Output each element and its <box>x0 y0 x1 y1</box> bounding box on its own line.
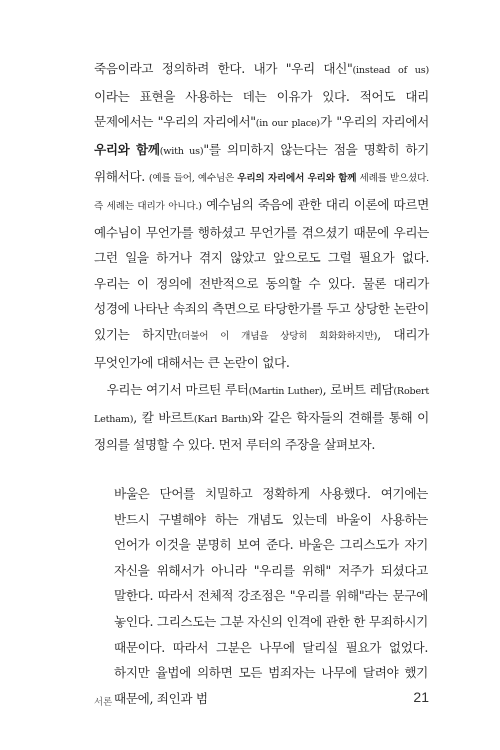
text-run: "를 의미하지 않는다는 점을 명확히 하기 위해서다. <box>94 141 429 185</box>
page-number: 21 <box>413 689 429 705</box>
running-head: 서론 <box>94 697 113 708</box>
text-run: , 칼 바르트 <box>133 409 194 425</box>
aside-emphasis: 우리의 자리에서 우리와 함께 <box>237 173 357 185</box>
text-run: 이라는 표현을 사용하는 데는 이유가 있다. 적어도 대리 문제에서는 "우리의 자리에서" <box>94 88 429 130</box>
paragraph-scholars <box>94 377 429 458</box>
text-run: , 대리가 무엇인가에 대해서는 큰 논란이 없다. <box>94 326 429 370</box>
text-run: 예수님의 죽음에 관한 대리 이론에 따르면 예수님이 무언가를 행하셨고 무언가를 겪으셨기 때문에 우리는 그런 일을 하거나 겪지 않았고 앞으로도 그럴 필요가 없다. 우리는 이 정의에 전반적으로 동의할 수 있다. 물론 대리가 성경에 나타난 속죄의 측면으로 타당한가를 두고 상당한 논란이 있기는 하지만 <box>94 196 429 342</box>
main-text <box>94 56 429 458</box>
quote-text: 바울은 단어를 치밀하고 정확하게 사용했다. 여기에는 반드시 구별해야 하는 개념도 있는데 바울이 사용하는 언어가 이것을 분명히 보여 준다. 바울은 그리스도가 자기 자신을 위해서가 아니라 "우리를 위해" 저주가 되셨다고 말한다. 따라서 전체적 강조점은 "우리를 위해"라는 문구에 놓인다. 그리스도는 그분 자신의 인격에 관한 한 무죄하시기 때문이다. 따라서 그분은 나무에 달리실 필요가 없었다. 하지만 율법에 의하면 모든 범죄자는 나무에 달려야 했기 때문에, 죄인과 범 <box>114 486 428 706</box>
text-run: 우리는 여기서 마르틴 루터 <box>106 382 249 398</box>
english-gloss: (instead of us) <box>352 65 429 76</box>
paragraph-definition <box>94 56 429 375</box>
aside-text: (예를 들어, 예수님은 <box>148 173 238 185</box>
aside-text: (더불어 이 개념을 상당히 희화화하지만) <box>177 330 378 342</box>
english-gloss: (in our place) <box>255 118 320 130</box>
english-gloss: (Robert Letham) <box>94 386 429 425</box>
emphasis: 우리와 함께 <box>94 141 160 157</box>
aside-text: 세례를 받으셨다. 즉 세례는 대리가 아니다.) <box>94 173 429 212</box>
text-run: 죽음이라고 정의하려 한다. 내가 "우리 대신" <box>94 61 353 76</box>
english-gloss: (Martin Luther) <box>248 386 323 398</box>
text-run: 가 "우리의 자리에서 <box>319 114 429 130</box>
english-gloss: (with us) <box>159 145 204 157</box>
text-run: , 로버트 레담 <box>322 382 394 398</box>
block-quote <box>114 481 428 711</box>
text-run: 와 같은 학자들의 견해를 통해 이 정의를 설명할 수 있다. 먼저 루터의 주장을 살펴보자. <box>94 409 429 453</box>
english-gloss: (Karl Barth) <box>193 413 252 425</box>
